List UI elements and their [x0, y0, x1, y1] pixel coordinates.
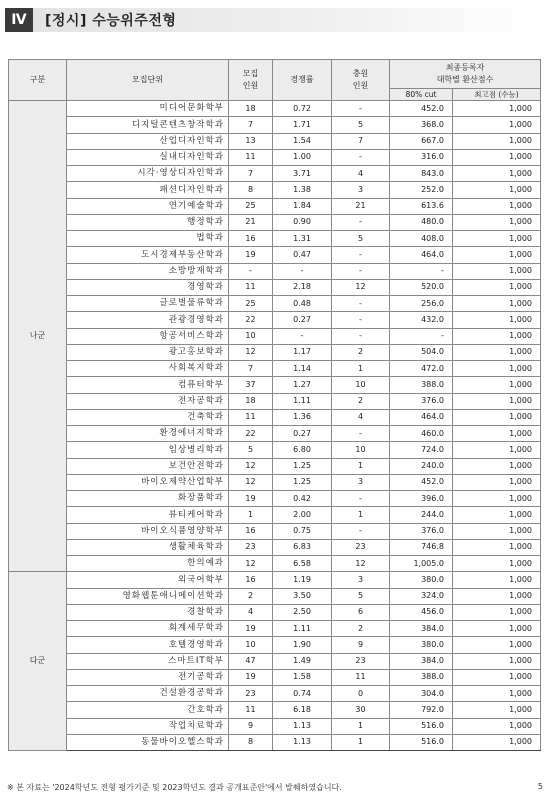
- quota-cell: 10: [229, 637, 273, 653]
- competition-rate-cell: 1.54: [273, 133, 332, 149]
- quota-cell: 47: [229, 653, 273, 669]
- max-score-cell: 1,000: [453, 231, 541, 247]
- competition-rate-cell: 6.18: [273, 702, 332, 718]
- additional-cell: -: [332, 296, 390, 312]
- max-score-cell: 1,000: [453, 507, 541, 523]
- table-row: [9, 523, 541, 539]
- cut-80-cell: 324.0: [390, 588, 453, 604]
- additional-cell: -: [332, 328, 390, 344]
- table-row: [9, 133, 541, 149]
- table-row: [9, 491, 541, 507]
- quota-cell: 10: [229, 328, 273, 344]
- max-score-cell: 1,000: [453, 198, 541, 214]
- table-row: [9, 702, 541, 718]
- unit-name-cell: 간호학과: [67, 702, 229, 718]
- competition-rate-cell: -: [273, 263, 332, 279]
- unit-name-cell: 행정학과: [67, 214, 229, 230]
- max-score-cell: 1,000: [453, 166, 541, 182]
- additional-cell: 30: [332, 702, 390, 718]
- max-score-cell: 1,000: [453, 442, 541, 458]
- cut-80-cell: 368.0: [390, 117, 453, 133]
- unit-name-cell: 작업치료학과: [67, 718, 229, 734]
- competition-rate-cell: 0.48: [273, 296, 332, 312]
- table-row: [9, 669, 541, 685]
- additional-cell: 2: [332, 393, 390, 409]
- quota-cell: 11: [229, 149, 273, 165]
- additional-cell: 23: [332, 653, 390, 669]
- max-score-cell: 1,000: [453, 101, 541, 117]
- additional-cell: 2: [332, 621, 390, 637]
- quota-cell: 5: [229, 442, 273, 458]
- unit-name-cell: 건축학과: [67, 409, 229, 425]
- additional-cell: 9: [332, 637, 390, 653]
- cut-80-cell: -: [390, 328, 453, 344]
- unit-name-cell: 법학과: [67, 231, 229, 247]
- max-score-cell: 1,000: [453, 523, 541, 539]
- quota-cell: 7: [229, 166, 273, 182]
- unit-name-cell: 전자공학과: [67, 393, 229, 409]
- table-row: [9, 149, 541, 165]
- table-row: [9, 426, 541, 442]
- unit-name-cell: 회계세무학과: [67, 621, 229, 637]
- cut-80-cell: 613.6: [390, 198, 453, 214]
- max-score-cell: 1,000: [453, 572, 541, 588]
- unit-name-cell: 임상병리학과: [67, 442, 229, 458]
- max-score-cell: 1,000: [453, 491, 541, 507]
- table-row: [9, 474, 541, 490]
- max-score-cell: 1,000: [453, 653, 541, 669]
- quota-cell: 8: [229, 734, 273, 750]
- competition-rate-cell: 1.27: [273, 377, 332, 393]
- quota-cell: 4: [229, 604, 273, 620]
- table-row: [9, 621, 541, 637]
- max-score-cell: 1,000: [453, 182, 541, 198]
- max-score-cell: 1,000: [453, 556, 541, 572]
- table-row: [9, 182, 541, 198]
- col-header-cut80: 80% cut: [390, 89, 453, 101]
- section-number: Ⅳ: [5, 8, 33, 32]
- max-score-cell: 1,000: [453, 702, 541, 718]
- unit-name-cell: 건설환경공학과: [67, 686, 229, 702]
- table-row: [9, 231, 541, 247]
- additional-cell: 1: [332, 507, 390, 523]
- unit-name-cell: 미디어문화학부: [67, 101, 229, 117]
- additional-cell: -: [332, 247, 390, 263]
- cut-80-cell: 472.0: [390, 361, 453, 377]
- additional-cell: 5: [332, 231, 390, 247]
- group-label: 다군: [9, 572, 67, 751]
- table-row: [9, 637, 541, 653]
- max-score-cell: 1,000: [453, 474, 541, 490]
- additional-cell: -: [332, 149, 390, 165]
- col-header-group: 구분: [9, 60, 67, 101]
- additional-cell: -: [332, 491, 390, 507]
- cut-80-cell: 304.0: [390, 686, 453, 702]
- cut-80-cell: 724.0: [390, 442, 453, 458]
- cut-80-cell: 240.0: [390, 458, 453, 474]
- cut-80-cell: 256.0: [390, 296, 453, 312]
- table-row: [9, 263, 541, 279]
- table-row: [9, 312, 541, 328]
- quota-cell: 16: [229, 231, 273, 247]
- max-score-cell: 1,000: [453, 133, 541, 149]
- table-row: [9, 166, 541, 182]
- cut-80-cell: 746.8: [390, 539, 453, 555]
- unit-name-cell: 생활체육학과: [67, 539, 229, 555]
- table-row: [9, 328, 541, 344]
- cut-80-cell: 396.0: [390, 491, 453, 507]
- additional-cell: 12: [332, 556, 390, 572]
- competition-rate-cell: 1.58: [273, 669, 332, 685]
- competition-rate-cell: 1.31: [273, 231, 332, 247]
- additional-cell: 0: [332, 686, 390, 702]
- additional-cell: 4: [332, 409, 390, 425]
- competition-rate-cell: 1.19: [273, 572, 332, 588]
- unit-name-cell: 바이오제약산업학부: [67, 474, 229, 490]
- max-score-cell: 1,000: [453, 296, 541, 312]
- max-score-cell: 1,000: [453, 279, 541, 295]
- cut-80-cell: 376.0: [390, 393, 453, 409]
- additional-cell: 1: [332, 734, 390, 750]
- max-score-cell: 1,000: [453, 539, 541, 555]
- section-title: [정시] 수능위주전형: [45, 13, 177, 29]
- unit-name-cell: 산업디자인학과: [67, 133, 229, 149]
- max-score-cell: 1,000: [453, 734, 541, 750]
- quota-cell: 11: [229, 279, 273, 295]
- competition-rate-cell: 3.71: [273, 166, 332, 182]
- additional-cell: 1: [332, 718, 390, 734]
- unit-name-cell: 호텔경영학과: [67, 637, 229, 653]
- cut-80-cell: -: [390, 263, 453, 279]
- col-header-unit: 모집단위: [67, 60, 229, 101]
- quota-cell: 23: [229, 686, 273, 702]
- additional-cell: 1: [332, 458, 390, 474]
- unit-name-cell: 소방방재학과: [67, 263, 229, 279]
- unit-name-cell: 사회복지학과: [67, 361, 229, 377]
- quota-cell: 22: [229, 426, 273, 442]
- table-row: [9, 556, 541, 572]
- max-score-cell: 1,000: [453, 377, 541, 393]
- competition-rate-cell: 1.36: [273, 409, 332, 425]
- cut-80-cell: 516.0: [390, 734, 453, 750]
- quota-cell: 7: [229, 361, 273, 377]
- cut-80-cell: 244.0: [390, 507, 453, 523]
- competition-rate-cell: 0.90: [273, 214, 332, 230]
- cut-80-cell: 432.0: [390, 312, 453, 328]
- table-row: [9, 588, 541, 604]
- additional-cell: -: [332, 214, 390, 230]
- competition-rate-cell: 2.00: [273, 507, 332, 523]
- competition-rate-cell: 1.49: [273, 653, 332, 669]
- quota-cell: 19: [229, 247, 273, 263]
- quota-cell: 11: [229, 702, 273, 718]
- unit-name-cell: 광고홍보학과: [67, 344, 229, 360]
- competition-rate-cell: 1.13: [273, 734, 332, 750]
- max-score-cell: 1,000: [453, 263, 541, 279]
- additional-cell: -: [332, 523, 390, 539]
- cut-80-cell: 388.0: [390, 377, 453, 393]
- cut-80-cell: 504.0: [390, 344, 453, 360]
- additional-cell: -: [332, 312, 390, 328]
- unit-name-cell: 스마트IT학부: [67, 653, 229, 669]
- additional-cell: 11: [332, 669, 390, 685]
- quota-cell: 18: [229, 393, 273, 409]
- table-row: [9, 344, 541, 360]
- quota-cell: 13: [229, 133, 273, 149]
- table-row: [9, 442, 541, 458]
- max-score-cell: 1,000: [453, 312, 541, 328]
- unit-name-cell: 도시경제부동산학과: [67, 247, 229, 263]
- competition-rate-cell: 0.74: [273, 686, 332, 702]
- unit-name-cell: 패션디자인학과: [67, 182, 229, 198]
- quota-cell: 7: [229, 117, 273, 133]
- table-row: [9, 718, 541, 734]
- unit-name-cell: 전기공학과: [67, 669, 229, 685]
- max-score-cell: 1,000: [453, 393, 541, 409]
- max-score-cell: 1,000: [453, 247, 541, 263]
- cut-80-cell: 408.0: [390, 231, 453, 247]
- table-row: [9, 198, 541, 214]
- competition-rate-cell: 6.80: [273, 442, 332, 458]
- competition-rate-cell: 1.84: [273, 198, 332, 214]
- table-row: [9, 393, 541, 409]
- max-score-cell: 1,000: [453, 718, 541, 734]
- unit-name-cell: 영화웹툰애니메이션학과: [67, 588, 229, 604]
- table-row: [9, 117, 541, 133]
- additional-cell: 3: [332, 474, 390, 490]
- unit-name-cell: 외국어학부: [67, 572, 229, 588]
- cut-80-cell: 316.0: [390, 149, 453, 165]
- cut-80-cell: 460.0: [390, 426, 453, 442]
- additional-cell: 4: [332, 166, 390, 182]
- cut-80-cell: 388.0: [390, 669, 453, 685]
- quota-cell: 12: [229, 474, 273, 490]
- table-row: [9, 686, 541, 702]
- unit-name-cell: 경찰학과: [67, 604, 229, 620]
- max-score-cell: 1,000: [453, 669, 541, 685]
- competition-rate-cell: 1.11: [273, 393, 332, 409]
- unit-name-cell: 디지털콘텐츠창작학과: [67, 117, 229, 133]
- competition-rate-cell: 1.25: [273, 474, 332, 490]
- quota-cell: -: [229, 263, 273, 279]
- unit-name-cell: 항공서비스학과: [67, 328, 229, 344]
- unit-name-cell: 뷰티케어학과: [67, 507, 229, 523]
- cut-80-cell: 452.0: [390, 101, 453, 117]
- cut-80-cell: 464.0: [390, 247, 453, 263]
- cut-80-cell: 452.0: [390, 474, 453, 490]
- quota-cell: 25: [229, 296, 273, 312]
- unit-name-cell: 동물바이오헬스학과: [67, 734, 229, 750]
- competition-rate-cell: 3.50: [273, 588, 332, 604]
- table-row: [9, 539, 541, 555]
- col-header-max: 최고점 (수능): [453, 89, 541, 101]
- cut-80-cell: 1,005.0: [390, 556, 453, 572]
- cut-80-cell: 843.0: [390, 166, 453, 182]
- section-header: [5, 8, 543, 32]
- max-score-cell: 1,000: [453, 637, 541, 653]
- table-row: [9, 377, 541, 393]
- competition-rate-cell: 6.58: [273, 556, 332, 572]
- max-score-cell: 1,000: [453, 426, 541, 442]
- table-row: [9, 409, 541, 425]
- additional-cell: 6: [332, 604, 390, 620]
- competition-rate-cell: 0.72: [273, 101, 332, 117]
- table-row: [9, 653, 541, 669]
- quota-cell: 12: [229, 458, 273, 474]
- unit-name-cell: 연기예술학과: [67, 198, 229, 214]
- cut-80-cell: 380.0: [390, 572, 453, 588]
- competition-rate-cell: 1.71: [273, 117, 332, 133]
- unit-name-cell: 바이오식품영양학부: [67, 523, 229, 539]
- max-score-cell: 1,000: [453, 214, 541, 230]
- quota-cell: 19: [229, 621, 273, 637]
- table-row: [9, 604, 541, 620]
- max-score-cell: 1,000: [453, 621, 541, 637]
- table-row: [9, 361, 541, 377]
- max-score-cell: 1,000: [453, 409, 541, 425]
- page-number: 5: [537, 782, 543, 791]
- cut-80-cell: 480.0: [390, 214, 453, 230]
- quota-cell: 8: [229, 182, 273, 198]
- additional-cell: -: [332, 263, 390, 279]
- table-row: [9, 247, 541, 263]
- unit-name-cell: 글로벌물류학과: [67, 296, 229, 312]
- quota-cell: 21: [229, 214, 273, 230]
- max-score-cell: 1,000: [453, 588, 541, 604]
- additional-cell: 12: [332, 279, 390, 295]
- col-header-score: 최종등록자 대학별 환산점수: [390, 60, 541, 89]
- cut-80-cell: 384.0: [390, 621, 453, 637]
- additional-cell: 5: [332, 117, 390, 133]
- unit-name-cell: 컴퓨터학부: [67, 377, 229, 393]
- max-score-cell: 1,000: [453, 686, 541, 702]
- competition-rate-cell: 6.83: [273, 539, 332, 555]
- competition-rate-cell: -: [273, 328, 332, 344]
- competition-rate-cell: 2.50: [273, 604, 332, 620]
- competition-rate-cell: 1.17: [273, 344, 332, 360]
- additional-cell: 3: [332, 572, 390, 588]
- competition-rate-cell: 1.11: [273, 621, 332, 637]
- cut-80-cell: 667.0: [390, 133, 453, 149]
- cut-80-cell: 520.0: [390, 279, 453, 295]
- table-body: [9, 101, 541, 751]
- competition-rate-cell: 0.47: [273, 247, 332, 263]
- unit-name-cell: 화장품학과: [67, 491, 229, 507]
- additional-cell: 21: [332, 198, 390, 214]
- additional-cell: 1: [332, 361, 390, 377]
- cut-80-cell: 456.0: [390, 604, 453, 620]
- quota-cell: 12: [229, 556, 273, 572]
- quota-cell: 19: [229, 491, 273, 507]
- unit-name-cell: 한의예과: [67, 556, 229, 572]
- competition-rate-cell: 1.38: [273, 182, 332, 198]
- cut-80-cell: 376.0: [390, 523, 453, 539]
- cut-80-cell: 380.0: [390, 637, 453, 653]
- competition-rate-cell: 1.14: [273, 361, 332, 377]
- footer: [7, 782, 543, 793]
- max-score-cell: 1,000: [453, 328, 541, 344]
- col-header-extra: 충원 인원: [332, 60, 390, 101]
- unit-name-cell: 보건안전학과: [67, 458, 229, 474]
- competition-rate-cell: 1.13: [273, 718, 332, 734]
- max-score-cell: 1,000: [453, 361, 541, 377]
- quota-cell: 22: [229, 312, 273, 328]
- table-row: [9, 214, 541, 230]
- quota-cell: 1: [229, 507, 273, 523]
- unit-name-cell: 시각·영상디자인학과: [67, 166, 229, 182]
- max-score-cell: 1,000: [453, 344, 541, 360]
- quota-cell: 2: [229, 588, 273, 604]
- table-row: [9, 507, 541, 523]
- additional-cell: -: [332, 101, 390, 117]
- unit-name-cell: 환경에너지학과: [67, 426, 229, 442]
- competition-rate-cell: 1.00: [273, 149, 332, 165]
- max-score-cell: 1,000: [453, 458, 541, 474]
- competition-rate-cell: 2.18: [273, 279, 332, 295]
- quota-cell: 23: [229, 539, 273, 555]
- unit-name-cell: 실내디자인학과: [67, 149, 229, 165]
- cut-80-cell: 464.0: [390, 409, 453, 425]
- competition-rate-cell: 0.42: [273, 491, 332, 507]
- group-label: 나군: [9, 101, 67, 572]
- competition-rate-cell: 1.90: [273, 637, 332, 653]
- competition-rate-cell: 0.75: [273, 523, 332, 539]
- competition-rate-cell: 0.27: [273, 426, 332, 442]
- table-row: [9, 734, 541, 750]
- additional-cell: 7: [332, 133, 390, 149]
- max-score-cell: 1,000: [453, 149, 541, 165]
- quota-cell: 12: [229, 344, 273, 360]
- additional-cell: 5: [332, 588, 390, 604]
- additional-cell: 3: [332, 182, 390, 198]
- table-row: [9, 279, 541, 295]
- admission-results-table: [8, 59, 541, 751]
- table-row: [9, 296, 541, 312]
- table-row: [9, 458, 541, 474]
- table-row: [9, 101, 541, 117]
- cut-80-cell: 384.0: [390, 653, 453, 669]
- cut-80-cell: 252.0: [390, 182, 453, 198]
- col-header-quota: 모집 인원: [229, 60, 273, 101]
- footer-note: ※ 본 자료는 '2024학년도 전형 평가기준 및 2023학년도 결과 공개표준안'에서 발췌하였습니다.: [7, 783, 342, 792]
- additional-cell: -: [332, 426, 390, 442]
- additional-cell: 2: [332, 344, 390, 360]
- competition-rate-cell: 0.27: [273, 312, 332, 328]
- table-row: [9, 572, 541, 588]
- unit-name-cell: 경영학과: [67, 279, 229, 295]
- cut-80-cell: 792.0: [390, 702, 453, 718]
- additional-cell: 23: [332, 539, 390, 555]
- quota-cell: 37: [229, 377, 273, 393]
- quota-cell: 25: [229, 198, 273, 214]
- additional-cell: 10: [332, 442, 390, 458]
- quota-cell: 9: [229, 718, 273, 734]
- cut-80-cell: 516.0: [390, 718, 453, 734]
- quota-cell: 16: [229, 572, 273, 588]
- unit-name-cell: 관광경영학과: [67, 312, 229, 328]
- max-score-cell: 1,000: [453, 604, 541, 620]
- additional-cell: 10: [332, 377, 390, 393]
- quota-cell: 18: [229, 101, 273, 117]
- col-header-rate: 경쟁률: [273, 60, 332, 101]
- quota-cell: 16: [229, 523, 273, 539]
- max-score-cell: 1,000: [453, 117, 541, 133]
- quota-cell: 11: [229, 409, 273, 425]
- competition-rate-cell: 1.25: [273, 458, 332, 474]
- quota-cell: 19: [229, 669, 273, 685]
